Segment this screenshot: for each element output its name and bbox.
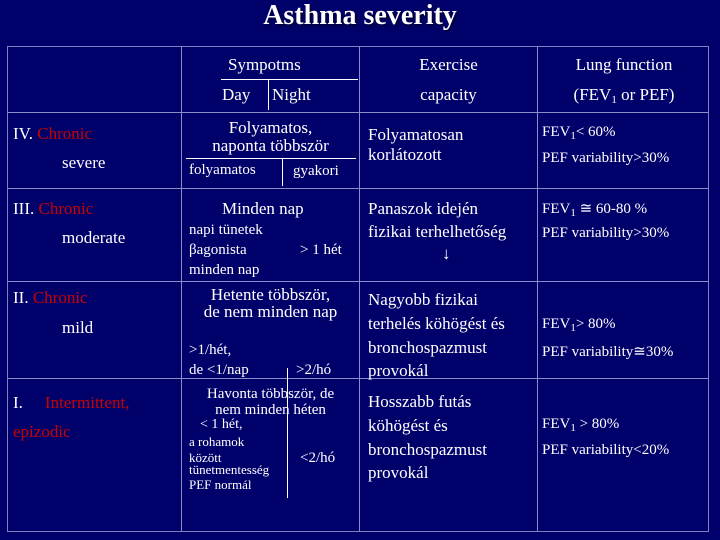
column-divider bbox=[359, 47, 360, 531]
pef-i: PEF variability<20% bbox=[542, 442, 670, 458]
fev-iv: $FEV_1< 60\%$ bbox=[542, 124, 616, 142]
fev-ii: $FEV_1> 80\%$ bbox=[542, 316, 616, 334]
night-i: <2/hó bbox=[300, 450, 336, 466]
severity-name-ii: mild bbox=[62, 318, 94, 337]
symptoms-header-rule bbox=[221, 79, 358, 80]
header-exercise: Exercise bbox=[419, 55, 478, 74]
severity-name-iv: severe bbox=[62, 153, 106, 172]
symptoms-ii-line1: Hetente többször, bbox=[210, 285, 331, 304]
night-ii: >2/hó bbox=[296, 362, 332, 378]
exercise-iii-line1: Panaszok idején bbox=[368, 199, 478, 218]
header-symptoms: Sympotms bbox=[228, 55, 301, 74]
exercise-i-line2: köhögést és bbox=[368, 416, 448, 435]
symptoms-iv-line1: Folyamatos, bbox=[228, 118, 313, 137]
header-lung-function: Lung function bbox=[575, 55, 673, 74]
fev-i: $FEV_1 > 80\%$ bbox=[542, 416, 620, 434]
column-divider bbox=[537, 47, 538, 531]
symptoms-iii: Minden nap bbox=[222, 199, 304, 218]
fev-iii: $FEV_1$ ≅ 60-80 % bbox=[542, 201, 648, 219]
day-ii-line2: de <1/nap bbox=[189, 362, 249, 378]
exercise-ii-line2: terhelés köhögést és bbox=[368, 314, 505, 333]
night-iii: > 1 hét bbox=[300, 242, 342, 258]
day-ii-line1: >1/hét, bbox=[189, 342, 232, 358]
day-i-line4: tünetmentesség bbox=[189, 462, 270, 477]
day-iii-line2: βagonista bbox=[189, 242, 247, 258]
row-divider bbox=[8, 281, 708, 282]
page-title: Asthma severity bbox=[263, 0, 457, 31]
day-night-separator bbox=[268, 80, 269, 110]
severity-label-ii: II. Chronic bbox=[13, 288, 88, 307]
exercise-i-line3: bronchospazmust bbox=[368, 440, 487, 459]
day-iii-line1: napi tünetek bbox=[189, 222, 263, 238]
day-night-separator bbox=[282, 159, 283, 186]
header-fev-pef: ($FEV_1$ or PEF) bbox=[573, 85, 675, 106]
header-night: Night bbox=[272, 85, 311, 104]
day-iii-line3: minden nap bbox=[189, 262, 260, 278]
symptoms-subrule bbox=[186, 158, 356, 159]
pef-ii: PEF variability≅30% bbox=[542, 344, 674, 360]
severity-name-i: epizodic bbox=[13, 422, 71, 441]
exercise-i-line4: provokál bbox=[368, 463, 429, 482]
exercise-ii-line1: Nagyobb fizikai bbox=[368, 290, 478, 309]
header-day: Day bbox=[222, 85, 251, 104]
severity-label-iii: III. Chronic bbox=[13, 199, 94, 218]
symptoms-i-line1: Havonta többször, de bbox=[206, 386, 335, 402]
day-i-line5: PEF normál bbox=[189, 477, 252, 492]
row-divider bbox=[8, 188, 708, 189]
exercise-i-line1: Hosszabb futás bbox=[368, 392, 472, 411]
day-i-line1: < 1 hét, bbox=[200, 417, 243, 432]
day-iv: folyamatos bbox=[189, 162, 256, 178]
severity-label-iv: IV. Chronic bbox=[13, 124, 93, 143]
row-divider bbox=[8, 378, 708, 379]
pef-iii: PEF variability>30% bbox=[542, 225, 670, 241]
severity-label-i: I. Intermittent, bbox=[13, 393, 130, 412]
day-i-line3: között bbox=[189, 450, 222, 465]
header-capacity: capacity bbox=[420, 85, 477, 104]
exercise-iii-line2: fizikai terhelhetőség bbox=[368, 222, 507, 241]
down-arrow-icon: ↓ bbox=[442, 244, 451, 263]
exercise-ii-line3: bronchospazmust bbox=[368, 338, 487, 357]
severity-name-iii: moderate bbox=[62, 228, 126, 247]
symptoms-iv-line2: naponta többször bbox=[212, 136, 329, 155]
exercise-iv-line2: korlátozott bbox=[368, 145, 442, 164]
night-iv: gyakori bbox=[293, 163, 339, 179]
row-divider bbox=[8, 112, 708, 113]
exercise-ii-line4: provokál bbox=[368, 361, 429, 380]
symptoms-i-line2: nem minden héten bbox=[215, 402, 326, 418]
symptoms-ii-line2: de nem minden nap bbox=[203, 302, 338, 321]
day-i-line2: a rohamok bbox=[189, 434, 245, 449]
pef-iv: PEF variability>30% bbox=[542, 150, 670, 166]
exercise-iv-line1: Folyamatosan bbox=[368, 125, 464, 144]
